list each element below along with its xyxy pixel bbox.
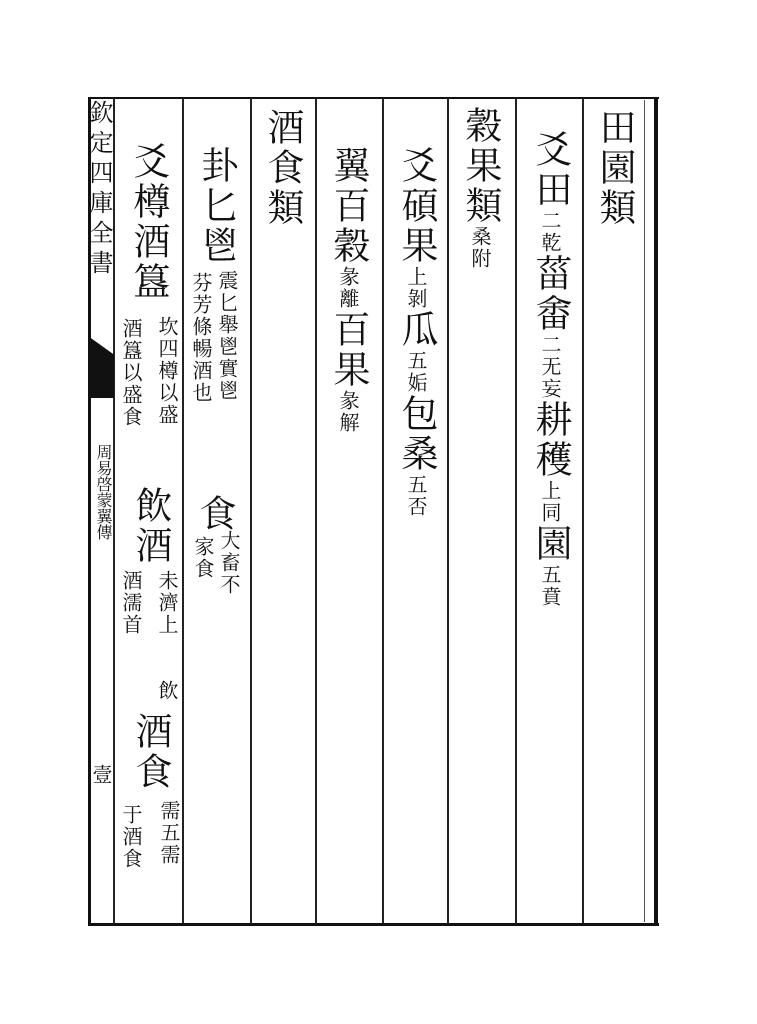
entry-note: 五賁: [538, 564, 562, 608]
entry-note-right: 需五需: [157, 800, 181, 866]
heading-gu-guo: [460, 106, 500, 270]
column-divider: [182, 98, 184, 924]
entry-main: 爻田: [529, 130, 572, 210]
entry-note: 彖離: [336, 266, 360, 310]
entry-note-left: 于酒食: [119, 804, 143, 870]
entry-note: 上同: [538, 480, 562, 524]
entry-main: 翼百穀: [327, 146, 370, 266]
frame-bottom-border: [88, 923, 659, 926]
fish-tail-mark: [88, 336, 114, 398]
heading-jiu-shi: 酒食類: [261, 108, 304, 228]
entry-note: 二乾: [538, 210, 562, 254]
heading-text: 穀果類: [459, 106, 502, 226]
entry-note-left: 家食: [191, 536, 215, 580]
entry-main: 瓜: [395, 310, 438, 350]
entry-main: 百果: [327, 310, 370, 390]
entry-main: 爻碩果: [395, 146, 438, 266]
entry-note: 五否: [404, 474, 428, 518]
entry-column-bai-gu: [328, 146, 368, 434]
column-divider: [515, 98, 517, 924]
entry-main: 耕穫: [529, 400, 572, 480]
entry-note: 二无妄: [538, 334, 562, 400]
column-divider: [582, 98, 584, 924]
entry-main-jiu-shi: 酒食: [129, 712, 172, 792]
entry-column-shuo-guo: [396, 146, 436, 518]
margin-page-number: 壹: [89, 764, 113, 784]
entry-main-zun-jiu: 爻樽酒簋: [127, 142, 170, 302]
entry-note-right: 未濟上: [155, 570, 179, 636]
frame-right-border: [654, 97, 658, 926]
entry-column-tian: [530, 130, 570, 608]
heading-note: 桑附: [468, 226, 492, 270]
entry-main-shi: 食: [193, 494, 236, 534]
frame-right-inner-border: [644, 100, 645, 922]
entry-note: 五姤: [404, 350, 428, 394]
column-divider: [315, 98, 317, 924]
entry-main-yin-jiu: 飲酒: [129, 486, 172, 566]
entry-note-right: 大畜不: [217, 530, 241, 596]
margin-title: 欽定四庫全書: [85, 100, 113, 280]
column-divider: [250, 98, 252, 924]
margin-divider: [113, 98, 115, 924]
frame-top-border: [88, 97, 659, 99]
entry-main: 菑畬: [529, 254, 572, 334]
column-divider: [447, 98, 449, 924]
entry-note: 彖解: [336, 390, 360, 434]
entry-note-right: 震匕舉鬯實鬯: [215, 270, 239, 402]
column-divider: [382, 98, 384, 924]
entry-note-left: 酒簋以盛食: [119, 318, 143, 428]
entry-main: 包桑: [395, 394, 438, 474]
entry-main: 園: [529, 524, 572, 564]
entry-note-right: 飲: [155, 680, 179, 702]
margin-book-name: 周易啓蒙翼傳: [94, 444, 113, 540]
heading-tian-yuan: 田園類: [593, 108, 636, 228]
entry-note-left: 酒濡首: [119, 570, 143, 636]
entry-note-right: 坎四樽以盛: [155, 316, 179, 426]
entry-note: 上剝: [404, 266, 428, 310]
entry-note-left: 芬芳條暢酒也: [189, 272, 213, 404]
entry-main-bi-chang: 卦匕鬯: [195, 146, 238, 266]
